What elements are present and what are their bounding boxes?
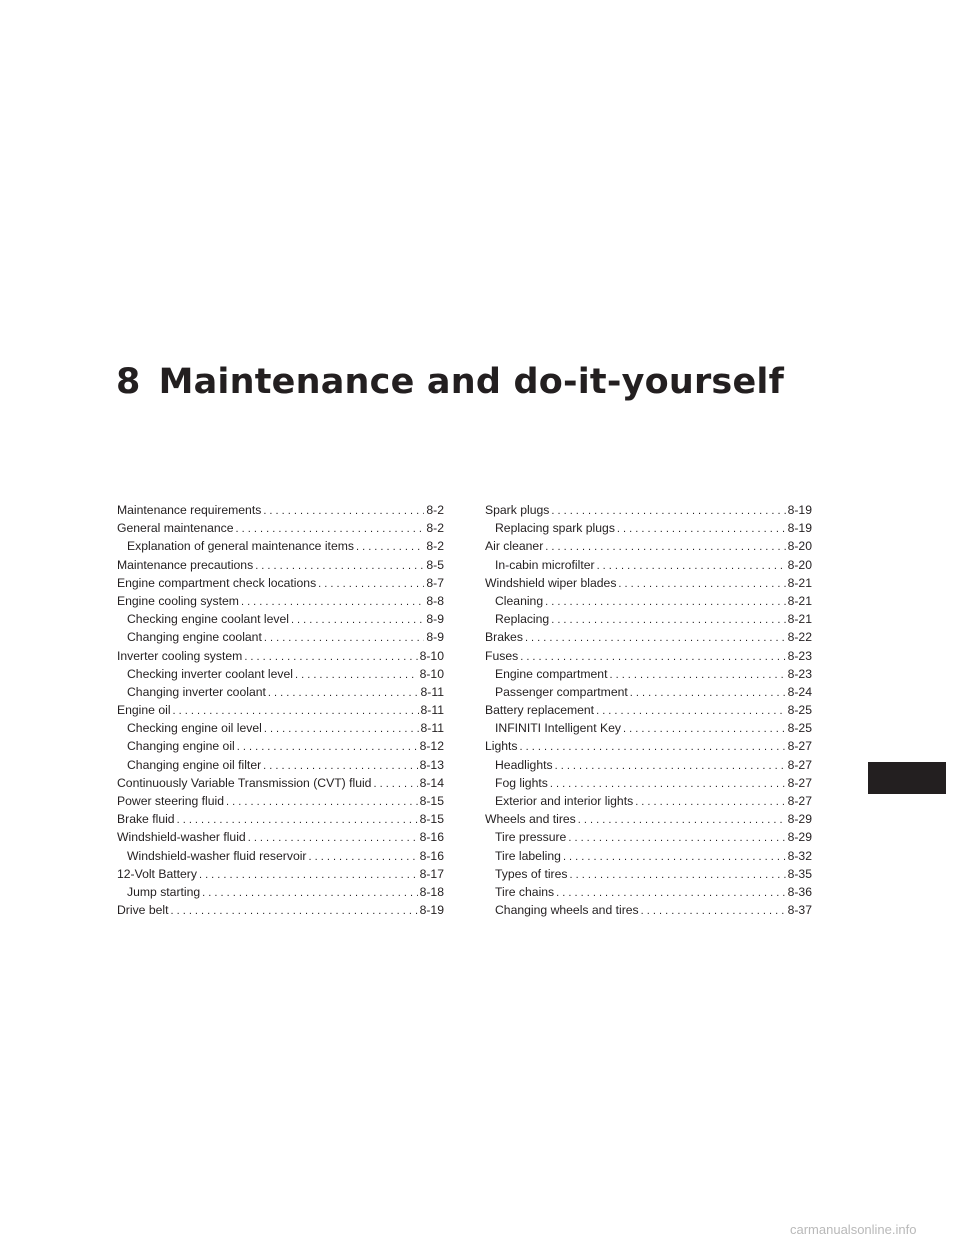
toc-entry-label: 12-Volt Battery (117, 866, 197, 881)
toc-entry-page: 8-19 (419, 903, 444, 918)
toc-entry[interactable] (485, 737, 812, 755)
toc-entry-label: Changing inverter coolant (127, 684, 266, 699)
toc-entry[interactable] (485, 774, 812, 792)
toc-dot-leader (318, 575, 424, 593)
toc-dot-leader (241, 593, 424, 611)
toc-entry[interactable] (117, 683, 444, 701)
toc-entry-page: 8-9 (426, 612, 444, 627)
toc-entry[interactable] (117, 592, 444, 610)
chapter-title-text: Maintenance and do-it-yourself (158, 362, 785, 402)
toc-dot-leader (545, 593, 785, 611)
toc-entry-page: 8-14 (419, 775, 444, 790)
chapter-title (116, 362, 784, 402)
toc-entry-label: Checking engine coolant level (127, 612, 289, 627)
toc-entry-page: 8-27 (787, 775, 812, 790)
toc-entry[interactable] (117, 628, 444, 646)
toc-entry-page: 8-21 (787, 612, 812, 627)
toc-entry-page: 8-2 (426, 521, 444, 536)
toc-entry-page: 8-27 (787, 794, 812, 808)
toc-dot-leader (635, 793, 785, 811)
toc-entry-label: Wheels and tires (485, 812, 576, 827)
toc-entry-label: Brakes (485, 630, 523, 645)
toc-entry[interactable] (485, 610, 812, 628)
toc-entry-page: 8-8 (426, 593, 444, 608)
toc-entry[interactable] (485, 719, 812, 737)
toc-dot-leader (199, 866, 418, 884)
toc-dot-leader (568, 829, 785, 847)
toc-entry-label: Fog lights (495, 775, 548, 790)
toc-entry[interactable] (117, 665, 444, 683)
toc-dot-leader (623, 720, 786, 738)
toc-dot-leader (264, 629, 425, 647)
toc-entry[interactable] (485, 756, 812, 774)
toc-dot-leader (268, 684, 419, 702)
toc-dot-leader (170, 902, 417, 920)
toc-dot-leader (263, 757, 417, 775)
toc-entry-page: 8-13 (419, 757, 444, 772)
toc-entry-page: 8-5 (426, 557, 444, 572)
toc-dot-leader (551, 502, 785, 520)
toc-dot-leader (373, 775, 417, 793)
toc-entry-page: 8-35 (787, 866, 812, 881)
toc-entry-page: 8-23 (787, 648, 812, 663)
toc-dot-leader (248, 829, 418, 847)
toc-entry[interactable] (485, 828, 812, 846)
toc-entry[interactable] (485, 519, 812, 537)
toc-dot-leader (545, 538, 785, 556)
toc-entry-label: Power steering fluid (117, 794, 225, 808)
toc-entry[interactable] (117, 501, 444, 519)
toc-entry-page: 8-18 (419, 884, 444, 899)
toc-entry-label: Tire pressure (495, 830, 567, 845)
toc-entry[interactable] (117, 847, 444, 865)
toc-entry[interactable] (117, 719, 444, 737)
toc-entry-page: 8-16 (419, 830, 444, 845)
toc-entry-label: Engine cooling system (117, 593, 239, 608)
toc-entry[interactable] (117, 774, 444, 792)
toc-dot-leader (525, 629, 786, 647)
toc-dot-leader (255, 557, 424, 575)
toc-entry-label: Windshield-washer fluid (117, 830, 246, 845)
toc-entry-label: Tire chains (495, 884, 555, 899)
toc-entry-page: 8-2 (426, 503, 444, 517)
toc-entry[interactable] (117, 792, 444, 810)
toc-entry-page: 8-12 (419, 739, 444, 754)
toc-dot-leader (177, 811, 418, 829)
toc-entry[interactable] (485, 865, 812, 883)
toc-entry[interactable] (485, 628, 812, 646)
toc-entry[interactable] (117, 556, 444, 574)
toc-entry[interactable] (117, 647, 444, 665)
toc-entry[interactable] (117, 519, 444, 537)
toc-entry-label: Headlights (495, 757, 553, 772)
toc-entry-label: Battery replacement (485, 703, 595, 718)
toc-entry-label: Windshield wiper blades (485, 575, 617, 590)
toc-dot-leader (236, 520, 425, 538)
chapter-number: 8 (116, 362, 141, 402)
toc-entry-label: Engine compartment (495, 666, 608, 681)
chapter-thumb-tab (868, 762, 946, 794)
toc-entry-page: 8-22 (787, 630, 812, 645)
toc-entry[interactable] (485, 683, 812, 701)
toc-entry[interactable] (485, 574, 812, 592)
toc-entry-page: 8-21 (787, 593, 812, 608)
toc-entry-page: 8-29 (787, 830, 812, 845)
toc-entry-page: 8-25 (787, 703, 812, 718)
toc-entry-page: 8-32 (787, 848, 812, 863)
toc-entry-label: Spark plugs (485, 503, 550, 517)
toc-entry-page: 8-10 (419, 666, 444, 681)
toc-entry-page: 8-27 (787, 757, 812, 772)
toc-entry-label: Maintenance requirements (117, 503, 262, 517)
toc-entry-page: 8-15 (419, 794, 444, 808)
toc-dot-leader (520, 738, 786, 756)
toc-entry[interactable] (485, 537, 812, 555)
toc-entry-page: 8-11 (420, 703, 444, 718)
toc-entry-label: Checking engine oil level (127, 721, 262, 736)
toc-entry-page: 8-20 (787, 557, 812, 572)
toc-entry-label: Replacing spark plugs (495, 521, 615, 536)
toc-entry-label: Changing engine oil (127, 739, 235, 754)
toc-entry-label: Replacing (495, 612, 550, 627)
toc-entry-label: Brake fluid (117, 812, 175, 827)
toc-entry[interactable] (117, 883, 444, 901)
toc-entry-label: Drive belt (117, 903, 169, 918)
toc-entry[interactable] (117, 810, 444, 828)
toc-dot-leader (356, 538, 424, 556)
toc-entry-label: Fuses (485, 648, 519, 663)
toc-dot-leader (630, 684, 786, 702)
toc-entry[interactable] (117, 901, 444, 919)
toc-entry-page: 8-9 (426, 630, 444, 645)
toc-entry-label: Explanation of general maintenance items (127, 539, 354, 554)
toc-entry-page: 8-15 (419, 812, 444, 827)
toc-entry-label: Lights (485, 739, 518, 754)
toc-dot-leader (609, 666, 785, 684)
toc-entry-page: 8-21 (787, 575, 812, 590)
toc-entry-label: Changing engine coolant (127, 630, 262, 645)
toc-dot-leader (237, 738, 418, 756)
toc-entry-label: Maintenance precautions (117, 557, 254, 572)
toc-dot-leader (173, 702, 419, 720)
toc-entry[interactable] (485, 847, 812, 865)
toc-entry-label: Engine compartment check locations (117, 575, 317, 590)
toc-dot-leader (596, 702, 786, 720)
toc-entry[interactable] (485, 792, 812, 810)
toc-dot-leader (578, 811, 786, 829)
toc-entry-label: INFINITI Intelligent Key (495, 721, 621, 736)
toc-entry-page: 8-16 (419, 848, 444, 863)
toc-entry-label: Exterior and interior lights (495, 794, 634, 808)
toc-entry-label: General maintenance (117, 521, 234, 536)
toc-entry-label: Air cleaner (485, 539, 544, 554)
toc-entry-page: 8-29 (787, 812, 812, 827)
toc-entry[interactable] (485, 665, 812, 683)
toc-entry-page: 8-23 (787, 666, 812, 681)
toc-entry[interactable] (117, 701, 444, 719)
toc-entry-label: Inverter cooling system (117, 648, 243, 663)
toc-dot-leader (550, 775, 786, 793)
toc-entry[interactable] (117, 865, 444, 883)
toc-entry-page: 8-11 (420, 684, 444, 699)
toc-entry-label: Changing wheels and tires (495, 903, 639, 918)
toc-dot-leader (563, 848, 786, 866)
toc-entry-label: In-cabin microfilter (495, 557, 595, 572)
toc-entry[interactable] (485, 810, 812, 828)
toc-dot-leader (295, 666, 418, 684)
watermark: carmanualsonline.info (790, 1222, 917, 1237)
toc-dot-leader (263, 502, 424, 520)
toc-entry[interactable] (485, 592, 812, 610)
toc-entry-label: Tire labeling (495, 848, 561, 863)
toc-entry-page: 8-24 (787, 684, 812, 699)
toc-entry-page: 8-19 (787, 503, 812, 517)
toc-dot-leader (309, 848, 418, 866)
toc-dot-leader (555, 757, 786, 775)
toc-entry[interactable] (117, 828, 444, 846)
toc-entry-label: Windshield-washer fluid reservoir (127, 848, 307, 863)
toc-right-column (485, 501, 812, 919)
toc-entry-page: 8-19 (787, 521, 812, 536)
toc-entry-label: Passenger compartment (495, 684, 628, 699)
toc-entry[interactable] (485, 701, 812, 719)
toc-entry[interactable] (485, 556, 812, 574)
toc-entry[interactable] (117, 610, 444, 628)
toc-entry-label: Checking inverter coolant level (127, 666, 293, 681)
toc-entry-label: Types of tires (495, 866, 568, 881)
toc-entry[interactable] (485, 501, 812, 519)
toc-entry[interactable] (485, 883, 812, 901)
toc-entry-label: Engine oil (117, 703, 171, 718)
toc-dot-leader (226, 793, 418, 811)
toc-dot-leader (520, 648, 785, 666)
toc-dot-leader (556, 884, 785, 902)
toc-entry-page: 8-2 (426, 539, 444, 554)
toc-entry-label: Continuously Variable Transmission (CVT) fluid (117, 775, 372, 790)
toc-dot-leader (617, 520, 786, 538)
toc-dot-leader (641, 902, 786, 920)
toc-entry-page: 8-37 (787, 903, 812, 918)
toc-entry[interactable] (117, 574, 444, 592)
toc-dot-leader (202, 884, 417, 902)
toc-dot-leader (264, 720, 419, 738)
toc-entry-page: 8-10 (419, 648, 444, 663)
toc-entry[interactable] (485, 647, 812, 665)
toc-dot-leader (618, 575, 785, 593)
toc-entry-page: 8-27 (787, 739, 812, 754)
toc-entry-page: 8-17 (419, 866, 444, 881)
toc-left-column (117, 501, 444, 919)
toc-entry-page: 8-20 (787, 539, 812, 554)
toc-entry[interactable] (485, 901, 812, 919)
toc-dot-leader (569, 866, 785, 884)
toc-entry[interactable] (117, 737, 444, 755)
toc-entry[interactable] (117, 756, 444, 774)
toc-dot-leader (244, 648, 417, 666)
toc-entry-page: 8-25 (787, 721, 812, 736)
toc-dot-leader (597, 557, 786, 575)
toc-entry-page: 8-36 (787, 884, 812, 899)
toc-entry-label: Changing engine oil filter (127, 757, 262, 772)
toc-dot-leader (551, 611, 785, 629)
toc-entry-label: Cleaning (495, 593, 544, 608)
toc-entry[interactable] (117, 537, 444, 555)
toc-entry-page: 8-11 (420, 721, 444, 736)
toc-entry-label: Jump starting (127, 884, 201, 899)
toc-dot-leader (291, 611, 424, 629)
toc-entry-page: 8-7 (426, 575, 444, 590)
